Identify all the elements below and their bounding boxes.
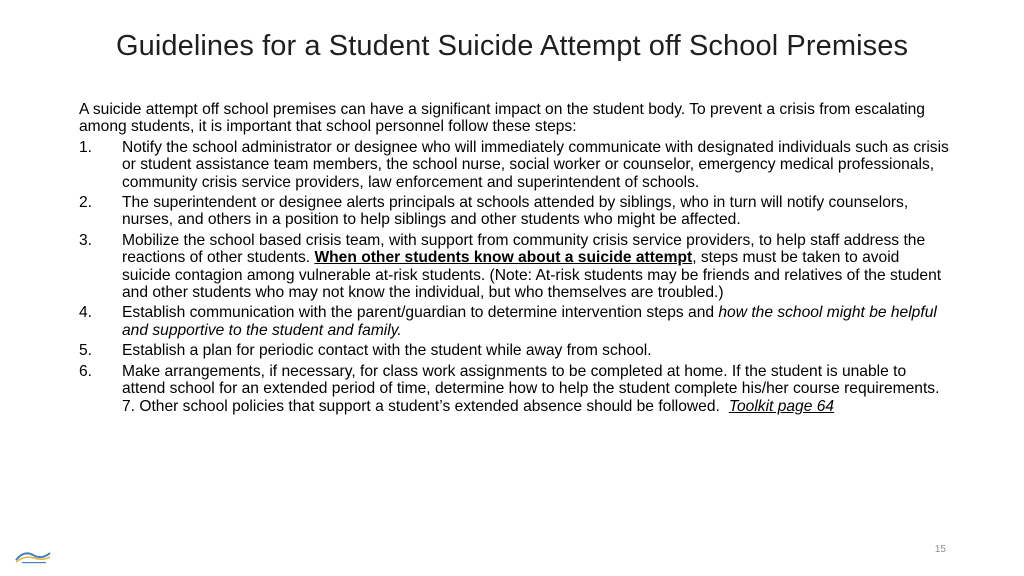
step-number: 6. <box>79 362 93 380</box>
step-text: Establish communication with the parent/guardian to determine intervention steps and <box>122 304 719 322</box>
step-number: 5. <box>79 342 93 360</box>
step-number: 3. <box>79 231 93 249</box>
intro-paragraph: A suicide attempt off school premises can have a significant impact on the student body. To prevent a crisis from escalating among students, it is important that school personnel follow these steps: <box>79 101 925 136</box>
list-item <box>79 232 951 302</box>
steps-list <box>79 139 951 415</box>
step-text: Establish a plan for periodic contact with the student while away from school. <box>122 342 652 360</box>
step-text: Notify the school administrator or designee who will immediately communicate with designated individuals such as crisis or student assistance team members, the school nurse, social worker or counselor, emergency medical professionals, community crisis service providers, law enforcement and superintendent of schools. <box>122 138 949 191</box>
step-number: 2. <box>79 194 93 212</box>
slide-body <box>79 101 951 418</box>
slide-title: Guidelines for a Student Suicide Attempt off School Premises <box>115 30 909 62</box>
step-text: Make arrangements, if necessary, for class work assignments to be completed at home. If the student is unable to attend school for an extended period of time, determine how to help the student complete his/her course requirements. 7. Other school policies that support a student’s extended absence should be followed. <box>122 362 940 415</box>
list-item <box>79 342 951 359</box>
suicide-attempt-link[interactable]: When other students know about a suicide attempt <box>314 249 693 267</box>
step-text-italic: how the school might be helpful and supportive to the student and family. <box>122 304 937 339</box>
list-item <box>79 139 951 191</box>
list-item <box>79 304 951 339</box>
toolkit-page-link[interactable]: Toolkit page 64 <box>728 397 835 415</box>
list-item <box>79 194 951 229</box>
page-number: 15 <box>934 544 946 555</box>
step-number: 1. <box>79 138 93 156</box>
step-text: Mobilize the school based crisis team, with support from community crisis service providers, to help staff address the reactions of other students. <box>122 231 926 267</box>
list-item <box>79 363 951 415</box>
step-number: 4. <box>79 304 93 322</box>
step-text: The superintendent or designee alerts principals at schools attended by siblings, who in turn will notify counselors, nurses, and others in a position to help siblings and other students who might be affected. <box>122 194 909 229</box>
organization-logo-icon <box>14 547 52 565</box>
step-text-continued: , steps must be taken to avoid suicide contagion among vulnerable at-risk students. (Note: At-risk students may be friends and relatives of the student and other students who may not know the individual, but who themselves are troubled.) <box>122 249 942 302</box>
